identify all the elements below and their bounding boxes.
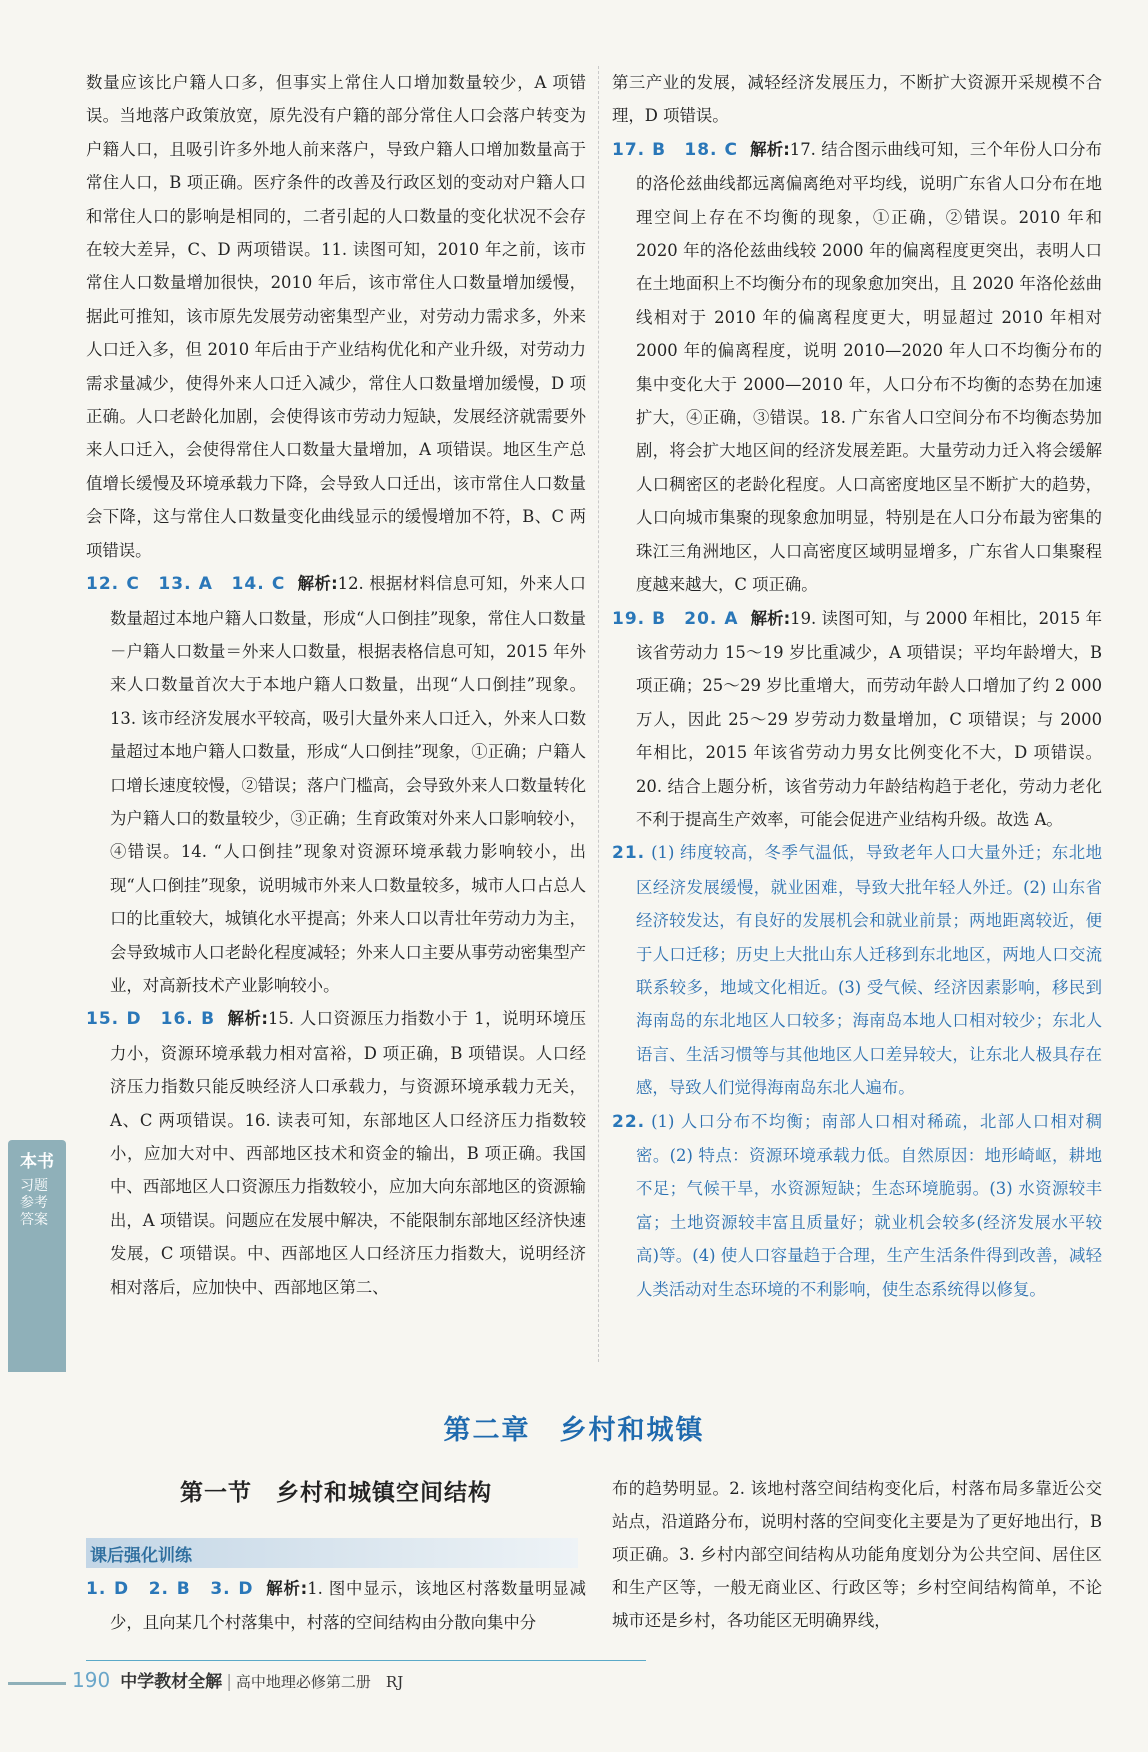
bottom-right-paragraph: 布的趋势明显。2. 该地村落空间结构变化后，村落布局多靠近公交站点，沿道路分布，说明村落的空间变化主要是为了更好地出行，B 项正确。3. 乡村内部空间结构从功能角度划分为公共空间、居住区和生产区等，一般无商业区、行政区等；乡村空间结构简单，不论城市还是乡村，各功能区无明确界线， — [612, 1479, 1102, 1630]
analysis-label: 解析: — [750, 139, 790, 159]
analysis-text: 15. 人口资源压力指数小于 1，说明环境压力小，资源环境承载力相对富裕，D 项正确，B 项错误。人口经济压力指数只能反映经济人口承载力，与资源环境承载力无关，A、C 两项错误。16. 读表可知，东部地区人口经济压力指数较小，应加大对中、西部地区技术和资金的输出，B 项正确。我国中、西部地区人口资源压力指数较小，应加大向东部地区的资源输出，A 项错误。问题应在发展中解决，不能限制东部地区经济快速发展，C 项错误。中、西部地区人口经济压力指数大，说明经济相对落后，应加快中、西部地区第二、 — [110, 1009, 587, 1297]
answer-21 — [612, 836, 1102, 1104]
left-paragraph-1: 数量应该比户籍人口多，但事实上常住人口增加数量较少，A 项错误。当地落户政策放宽，原先没有户籍的部分常住人口会落户转变为户籍人口，且吸引许多外地人前来落户，导致户籍人口增加数量高于常住人口，B 项正确。医疗条件的改善及行政区划的变动对户籍人口和常住人口的影响是相同的，二者引起的人口数量的变化状况不会存在较大差异，C、D 两项错误。11. 读图可知，2010 年之前，该市常住人口数量增加很快，2010 年后，该市常住人口数量增加缓慢，据此可推知，该市原先发展劳动密集型产业，对劳动力需求多，外来人口迁入多，但 2010 年后由于产业结构优化和产业升级，对劳动力需求量减少，使得外来人口迁入减少，常住人口数量增加缓慢，D 项正确。人口老龄化加剧，会使得该市劳动力短缺，发展经济就需要外来人口迁入，会使得常住人口数量大量增加，A 项错误。地区生产总值增长缓慢及环境承载力下降，会导致人口迁出，该市常住人口数量会下降，这与常住人口数量变化曲线显示的缓慢增加不符，B、C 两项错误。 — [86, 73, 586, 560]
side-tab-title: 本书 — [20, 1152, 54, 1172]
answer-19-20 — [612, 602, 1102, 837]
page-number: 190 — [72, 1668, 111, 1692]
chapter-title: 第二章 乡村和城镇 — [443, 1415, 705, 1446]
footer-separator: | — [226, 1672, 232, 1692]
bottom-left-text — [86, 1572, 586, 1639]
analysis-text: 12. 根据材料信息可知，外来人口数量超过本地户籍人口数量，形成“人口倒挂”现象，常住人口数量－户籍人口数量＝外来人口数量，根据表格信息可知，2015 年外来人口数量首次大于本地户籍人口数量，出现“人口倒挂”现象。13. 该市经济发展水平较高，吸引大量外来人口迁入，外来人口数量超过本地户籍人口数量，形成“人口倒挂”现象，①正确；户籍人口增长速度较慢，②错误；落户门槛高，会导致外来人口数量转化为户籍人口的数量较少，③正确；生育政策对外来人口影响较小，④错误。14. “人口倒挂”现象对资源环境承载力影响较小，出现“人口倒挂”现象，说明城市外来人口数量较多，城市人口占总人口的比重较大，城镇化水平提高；外来人口以青壮年劳动力为主，会导致城市人口老龄化程度减轻；外来人口主要从事劳动密集型产业，对高新技术产业影响较小。 — [110, 574, 586, 995]
section-title: 第一节 乡村和城镇空间结构 — [180, 1479, 492, 1506]
analysis-label: 解析: — [750, 608, 791, 628]
analysis-text: 17. 结合图示曲线可知，三个年份人口分布的洛伦兹曲线都远离偏离绝对平均线，说明广东省人口分布在地理空间上存在不均衡的现象，①正确，②错误。2010 年和 2020 年的洛伦兹曲线较 2000 年的偏离程度更突出，表明人口在土地面积上不均衡分布的现象愈加突出，且 2020 年洛伦兹曲线相对于 2010 年的偏离程度更大，明显超过 2010 年相对 2000 年的偏离程度，说明 2010—2020 年人口不均衡分布的集中变化大于 2000—2010 年，人口分布不均衡的态势在加速扩大，④正确，③错误。18. 广东省人口空间分布不均衡态势加剧，将会扩大地区间的经济发展差距。大量劳动力迁入将会缓解人口稠密区的老龄化程度。人口高密度地区呈不断扩大的趋势，人口向城市集聚的现象愈加明显，特别是在人口分布最为密集的珠江三角洲地区，人口高密度区域明显增多，广东省人口集聚程度越来越大，C 项正确。 — [636, 139, 1102, 595]
answer-numbers: 12. C 13. A 14. C — [86, 574, 286, 595]
training-label: 课后强化训练 — [90, 1546, 192, 1566]
answer-17-18 — [612, 133, 1102, 602]
bottom-right-text — [612, 1472, 1102, 1637]
answer-12-14 — [86, 567, 586, 1002]
right-column — [612, 66, 1102, 1306]
footer-rule — [86, 1660, 646, 1661]
left-column — [86, 66, 586, 1304]
analysis-label: 解析: — [265, 1579, 308, 1598]
side-tab-subtitle: 习题参考答案 — [20, 1178, 48, 1228]
answer-1-3 — [86, 1572, 586, 1639]
analysis-label: 解析: — [297, 574, 338, 594]
answer-numbers: 19. B 20. A — [612, 608, 739, 629]
column-divider — [598, 66, 600, 1362]
analysis-text: 1. 图中显示，该地区村落数量明显减少，且向某几个村落集中，村落的空间结构由分散向集中分 — [110, 1579, 586, 1632]
analysis-text: 19. 读图可知，与 2000 年相比，2015 年该省劳动力 15～19 岁比重减少，A 项错误；平均年龄增大，B 项正确；25～29 岁比重增大，而劳动年龄人口增加了约 2 000 万人，因此 25～29 岁劳动力数量增加，C 项错误；与 2000 年相比，2015 年该省劳动力男女比例变化不大，D 项错误。20. 结合上题分析，该省劳动力年龄结构趋于老化，劳动力老化不利于提高生产效率，可能会促进产业结构升级。故选 A。 — [636, 608, 1102, 829]
answer-22 — [612, 1105, 1102, 1306]
book-subtitle: 高中地理必修第二册 RJ — [235, 1673, 404, 1691]
footer — [72, 1667, 403, 1692]
answer-text: (1) 纬度较高，冬季气温低，导致老年人口大量外迁；东北地区经济发展缓慢，就业困难，导致大批年轻人外迁。(2) 山东省经济较发达，有良好的发展机会和就业前景；两地距离较近，便于人口迁移；历史上大批山东人迁移到东北地区，两地人口交流联系较多，地域文化相近。(3) 受气候、经济因素影响，移民到海南岛的东北地区人口较多；海南岛本地人口相对较少；东北人语言、生活习惯等与其他地区人口差异较大，让东北人极具存在感，导致人们觉得海南岛东北人遍布。 — [636, 843, 1102, 1098]
training-bar — [86, 1538, 578, 1568]
answer-numbers: 1. D 2. B 3. D — [86, 1579, 254, 1599]
footer-accent-bar — [8, 1682, 66, 1685]
right-paragraph-1: 第三产业的发展，减轻经济发展压力，不断扩大资源开采规模不合理，D 项错误。 — [612, 73, 1102, 126]
answer-number: 22. — [612, 1111, 646, 1132]
answer-numbers: 15. D 16. B — [86, 1009, 216, 1030]
answer-numbers: 17. B 18. C — [612, 139, 739, 160]
book-name: 中学教材全解 — [120, 1672, 223, 1692]
answer-number: 21. — [612, 843, 646, 864]
analysis-label: 解析: — [227, 1009, 268, 1029]
side-tab-label — [20, 1152, 56, 1229]
answer-text: (1) 人口分布不均衡；南部人口相对稀疏，北部人口相对稠密。(2) 特点：资源环境承载力低。自然原因：地形崎岖，耕地不足；气候干旱，水资源短缺；生态环境脆弱。(3) 水资源较丰富；土地资源较丰富且质量好；就业机会较多(经济发展水平较高)等。(4) 使人口容量趋于合理，生产生活条件得到改善，减轻人类活动对生态环境的不利影响，使生态系统得以修复。 — [636, 1111, 1102, 1299]
answer-15-16 — [86, 1002, 586, 1304]
